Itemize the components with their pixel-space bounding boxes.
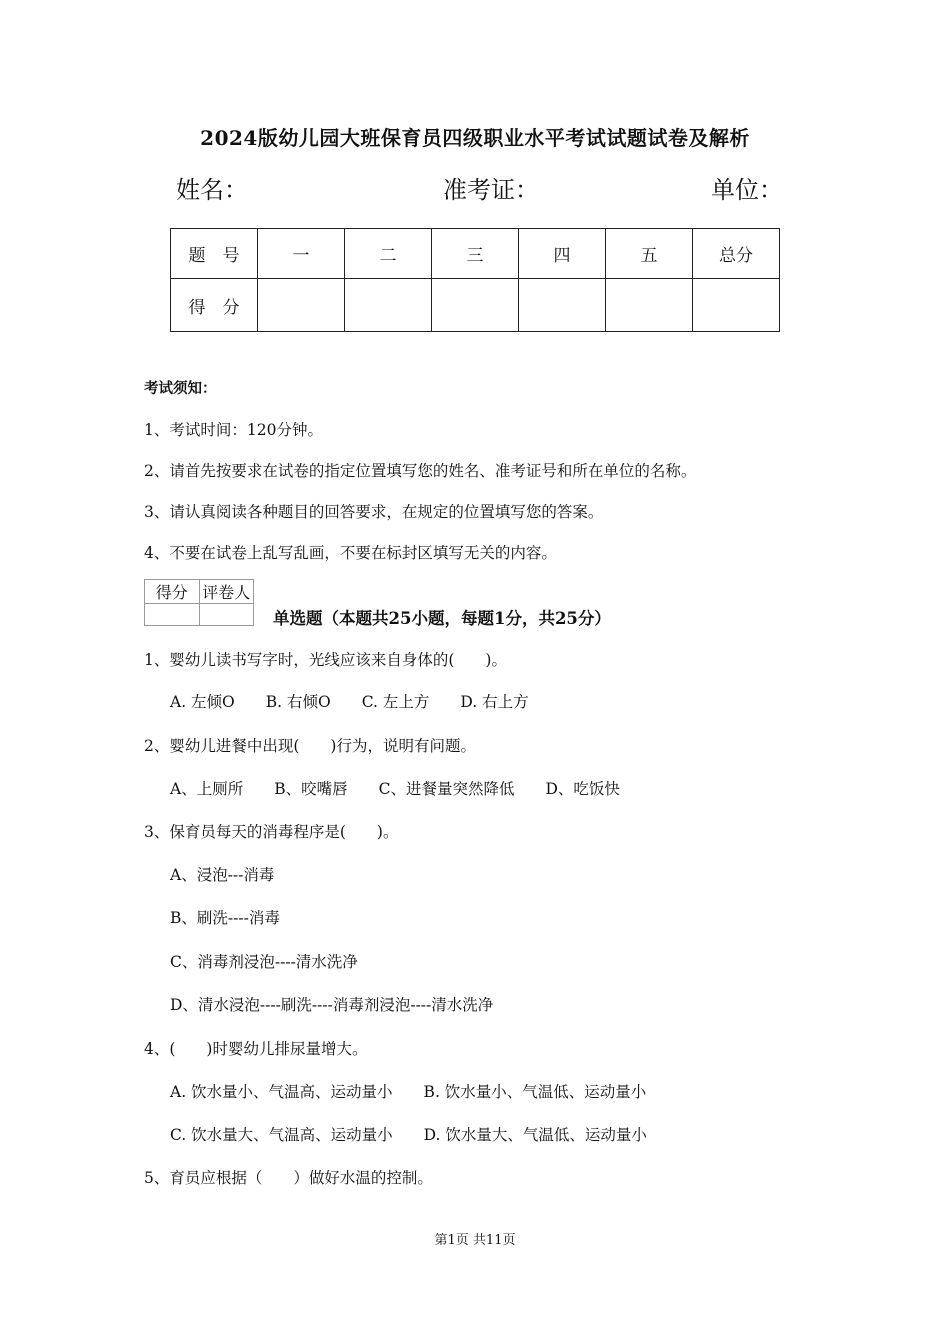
section-title: 单选题（本题共25小题，每题1分，共25分）: [273, 609, 611, 628]
score-header-5: 五: [606, 229, 693, 279]
page-footer: 第1页 共11页: [434, 1233, 516, 1248]
question-4: 4、( )时婴幼儿排尿量增大。: [144, 1040, 368, 1058]
score-row-label: 得 分: [171, 279, 258, 332]
question-2: 2、婴幼儿进餐中出现( )行为，说明有问题。: [144, 737, 476, 755]
score-cell[interactable]: [606, 279, 693, 332]
question-2-options: A、上厕所 B、咬嘴唇 C、进餐量突然降低 D、吃饭快: [170, 780, 620, 798]
question-3-option-d: D、清水浸泡----刷洗----消毒剂浸泡----清水洗净: [170, 996, 494, 1014]
notice-item: 3、请认真阅读各种题目的回答要求，在规定的位置填写您的答案。: [144, 503, 604, 521]
score-header-3: 三: [432, 229, 519, 279]
notice-item: 1、考试时间：120分钟。: [144, 421, 323, 439]
unit-field-label: 单位：: [711, 176, 783, 204]
score-header-1: 一: [258, 229, 345, 279]
score-cell[interactable]: [432, 279, 519, 332]
score-header-4: 四: [519, 229, 606, 279]
question-3-option-a: A、浸泡---消毒: [170, 866, 275, 884]
score-table-header-row: [171, 229, 780, 279]
question-3: 3、保育员每天的消毒程序是( )。: [144, 823, 399, 841]
score-table: [170, 228, 780, 332]
grader-name-label: 评卷人: [199, 580, 254, 604]
score-cell[interactable]: [258, 279, 345, 332]
score-header-total: 总分: [693, 229, 780, 279]
score-cell[interactable]: [345, 279, 432, 332]
score-header-label: 题 号: [171, 229, 258, 279]
notice-item: 4、不要在试卷上乱写乱画，不要在标封区填写无关的内容。: [144, 544, 557, 562]
notice-item: 2、请首先按要求在试卷的指定位置填写您的姓名、准考证号和所在单位的名称。: [144, 462, 697, 480]
notice-heading: 考试须知：: [144, 380, 217, 397]
score-table-score-row: [171, 279, 780, 332]
name-field-label: 姓名：: [176, 176, 248, 204]
exam-id-field-label: 准考证：: [443, 176, 539, 204]
grader-name-cell[interactable]: [199, 604, 254, 626]
question-1: 1、婴幼儿读书写字时，光线应该来自身体的( )。: [144, 651, 507, 669]
question-1-options: A. 左倾O B. 右倾O C. 左上方 D. 右上方: [170, 693, 529, 711]
question-3-option-b: B、刷洗----消毒: [170, 909, 280, 927]
grader-score-cell[interactable]: [145, 604, 200, 626]
grader-score-label: 得分: [145, 580, 200, 604]
question-4-options-cd: C. 饮水量大、气温高、运动量小 D. 饮水量大、气温低、运动量小: [170, 1126, 647, 1144]
question-3-option-c: C、消毒剂浸泡----清水洗净: [170, 953, 358, 971]
score-cell[interactable]: [519, 279, 606, 332]
grader-box: [144, 579, 254, 626]
score-cell-total[interactable]: [693, 279, 780, 332]
page-title: 2024版幼儿园大班保育员四级职业水平考试试题试卷及解析: [200, 126, 750, 150]
score-header-2: 二: [345, 229, 432, 279]
question-5: 5、育员应根据（ ）做好水温的控制。: [144, 1169, 433, 1187]
question-4-options-ab: A. 饮水量小、气温高、运动量小 B. 饮水量小、气温低、运动量小: [170, 1083, 647, 1101]
